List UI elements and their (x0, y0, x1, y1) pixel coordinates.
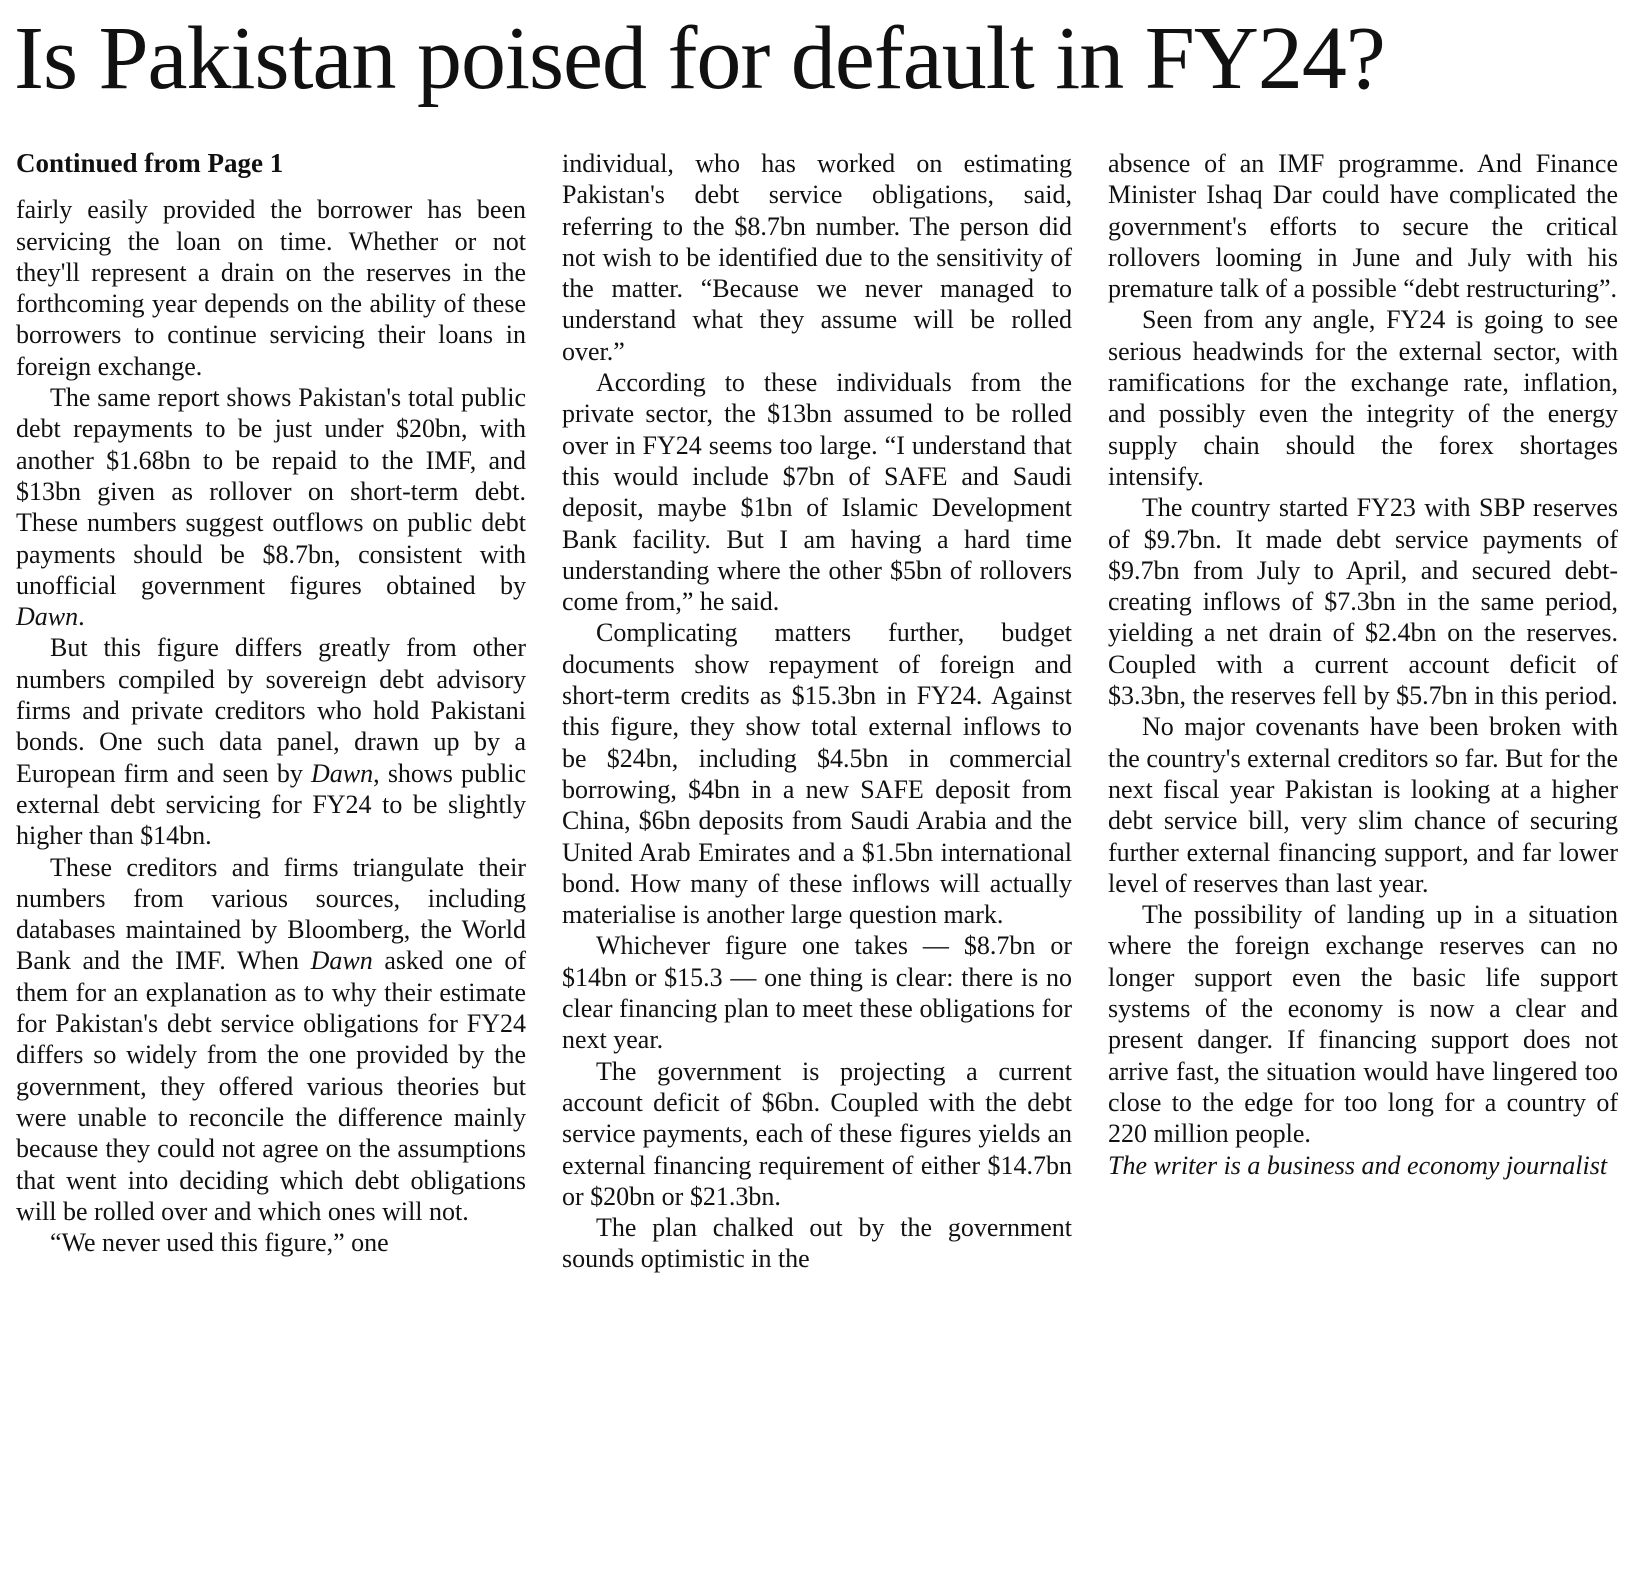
paragraph: The country started FY23 with SBP reserves of $9.7bn. It made debt service payments of $9.7bn from July to April, and secured debt-creating inflows of $7.3bn in the same period, yielding a net drain of $2.4bn on the reserves. Coupled with a current account deficit of $3.3bn, the reserves fell by $5.7bn in this period. (1108, 493, 1618, 711)
paragraph: No major covenants have been broken with the country's external creditors so far. But for the next fiscal year Pakistan is looking at a higher debt service bill, very slim chance of securing further external financing support, and far lower level of reserves than last year. (1108, 712, 1618, 898)
paragraph: The government is projecting a current account deficit of $6bn. Coupled with the debt service payments, each of these figures yields an external financing requirement of either $14.7bn or $20bn or $21.3bn. (562, 1056, 1072, 1211)
paragraph: The plan chalked out by the government sounds optimistic in the (562, 1213, 1072, 1274)
paragraph: individual, who has worked on estimating Pakistan's debt service obligations, said, referring to the $8.7bn number. The person did not wish to be identified due to the sensitivity of the matter. “Because we never managed to understand what they assume will be rolled over.” (562, 149, 1072, 366)
paragraph: Complicating matters further, budget documents show repayment of foreign and short-term credits as $15.3bn in FY24. Against this figure, they show total external inflows to be $24bn, including $4.5bn in commercial borrowing, $4bn in a new SAFE deposit from China, $6bn deposits from Saudi Arabia and the United Arab Emirates and a $1.5bn international bond. How many of these inflows will actually materialise is another large question mark. (562, 618, 1072, 930)
paragraph: Seen from any angle, FY24 is going to see serious headwinds for the external sector, with ramifications for the exchange rate, inflation, and possibly even the integrity of the energy supply chain should the forex shortages intensify. (1108, 305, 1618, 491)
publication-name: Dawn (311, 758, 374, 788)
publication-name: Dawn (16, 602, 79, 632)
article-column-3 (1108, 148, 1618, 1181)
article-column-2 (562, 148, 1072, 1275)
author-byline: The writer is a business and economy journalist (1108, 1150, 1608, 1180)
continued-label: Continued from Page 1 (16, 148, 284, 178)
article-column-1 (16, 148, 526, 1258)
paragraph: According to these individuals from the private sector, the $13bn assumed to be rolled over in FY24 seems too large. “I understand that this would include $7bn of SAFE and Saudi deposit, maybe $1bn of Islamic Development Bank facility. But I am having a hard time understanding where the other $5bn of rollovers come from,” he said. (562, 368, 1072, 617)
publication-name: Dawn (310, 946, 373, 976)
paragraph: The same report shows Pakistan's total public debt repayments to be just under $20bn, with another $1.68bn to be repaid to the IMF, and $13bn given as rollover on short-term debt. These numbers suggest outflows on public debt payments should be $8.7bn, consistent with unofficial government figures obtained by Dawn. (16, 383, 526, 632)
paragraph: But this figure differs greatly from other numbers compiled by sovereign debt advisory firms and private creditors who hold Pakistani bonds. One such data panel, drawn up by a European firm and seen by Dawn, shows public external debt servicing for FY24 to be slightly higher than $14bn. (16, 633, 526, 851)
article-headline: Is Pakistan poised for default in FY24? (14, 9, 1385, 108)
paragraph: Whichever figure one takes — $8.7bn or $14bn or $15.3 — one thing is clear: there is no clear financing plan to meet these obligations for next year. (562, 931, 1072, 1055)
paragraph: fairly easily provided the borrower has been servicing the loan on time. Whether or not they'll represent a drain on the reserves in the forthcoming year depends on the ability of these borrowers to continue servicing their loans in foreign exchange. (16, 195, 526, 381)
paragraph: “We never used this figure,” one (50, 1228, 389, 1258)
paragraph: The possibility of landing up in a situation where the foreign exchange reserves can no longer support even the basic life support systems of the economy is now a clear and present danger. If financing support does not arrive fast, the situation would have lingered too close to the edge for too long for a country of 220 million people. (1108, 900, 1618, 1149)
paragraph: absence of an IMF programme. And Finance Minister Ishaq Dar could have complicated the government's efforts to secure the critical rollovers looming in June and July with his premature talk of a possible “debt restructuring”. (1108, 149, 1618, 304)
paragraph: These creditors and firms triangulate their numbers from various sources, including databases maintained by Bloomberg, the World Bank and the IMF. When Dawn asked one of them for an explanation as to why their estimate for Pakistan's debt service obligations for FY24 differs so widely from the one provided by the government, they offered various theories but were unable to reconcile the difference mainly because they could not agree on the assumptions that went into deciding which debt obligations will be rolled over and which ones will not. (16, 852, 526, 1226)
